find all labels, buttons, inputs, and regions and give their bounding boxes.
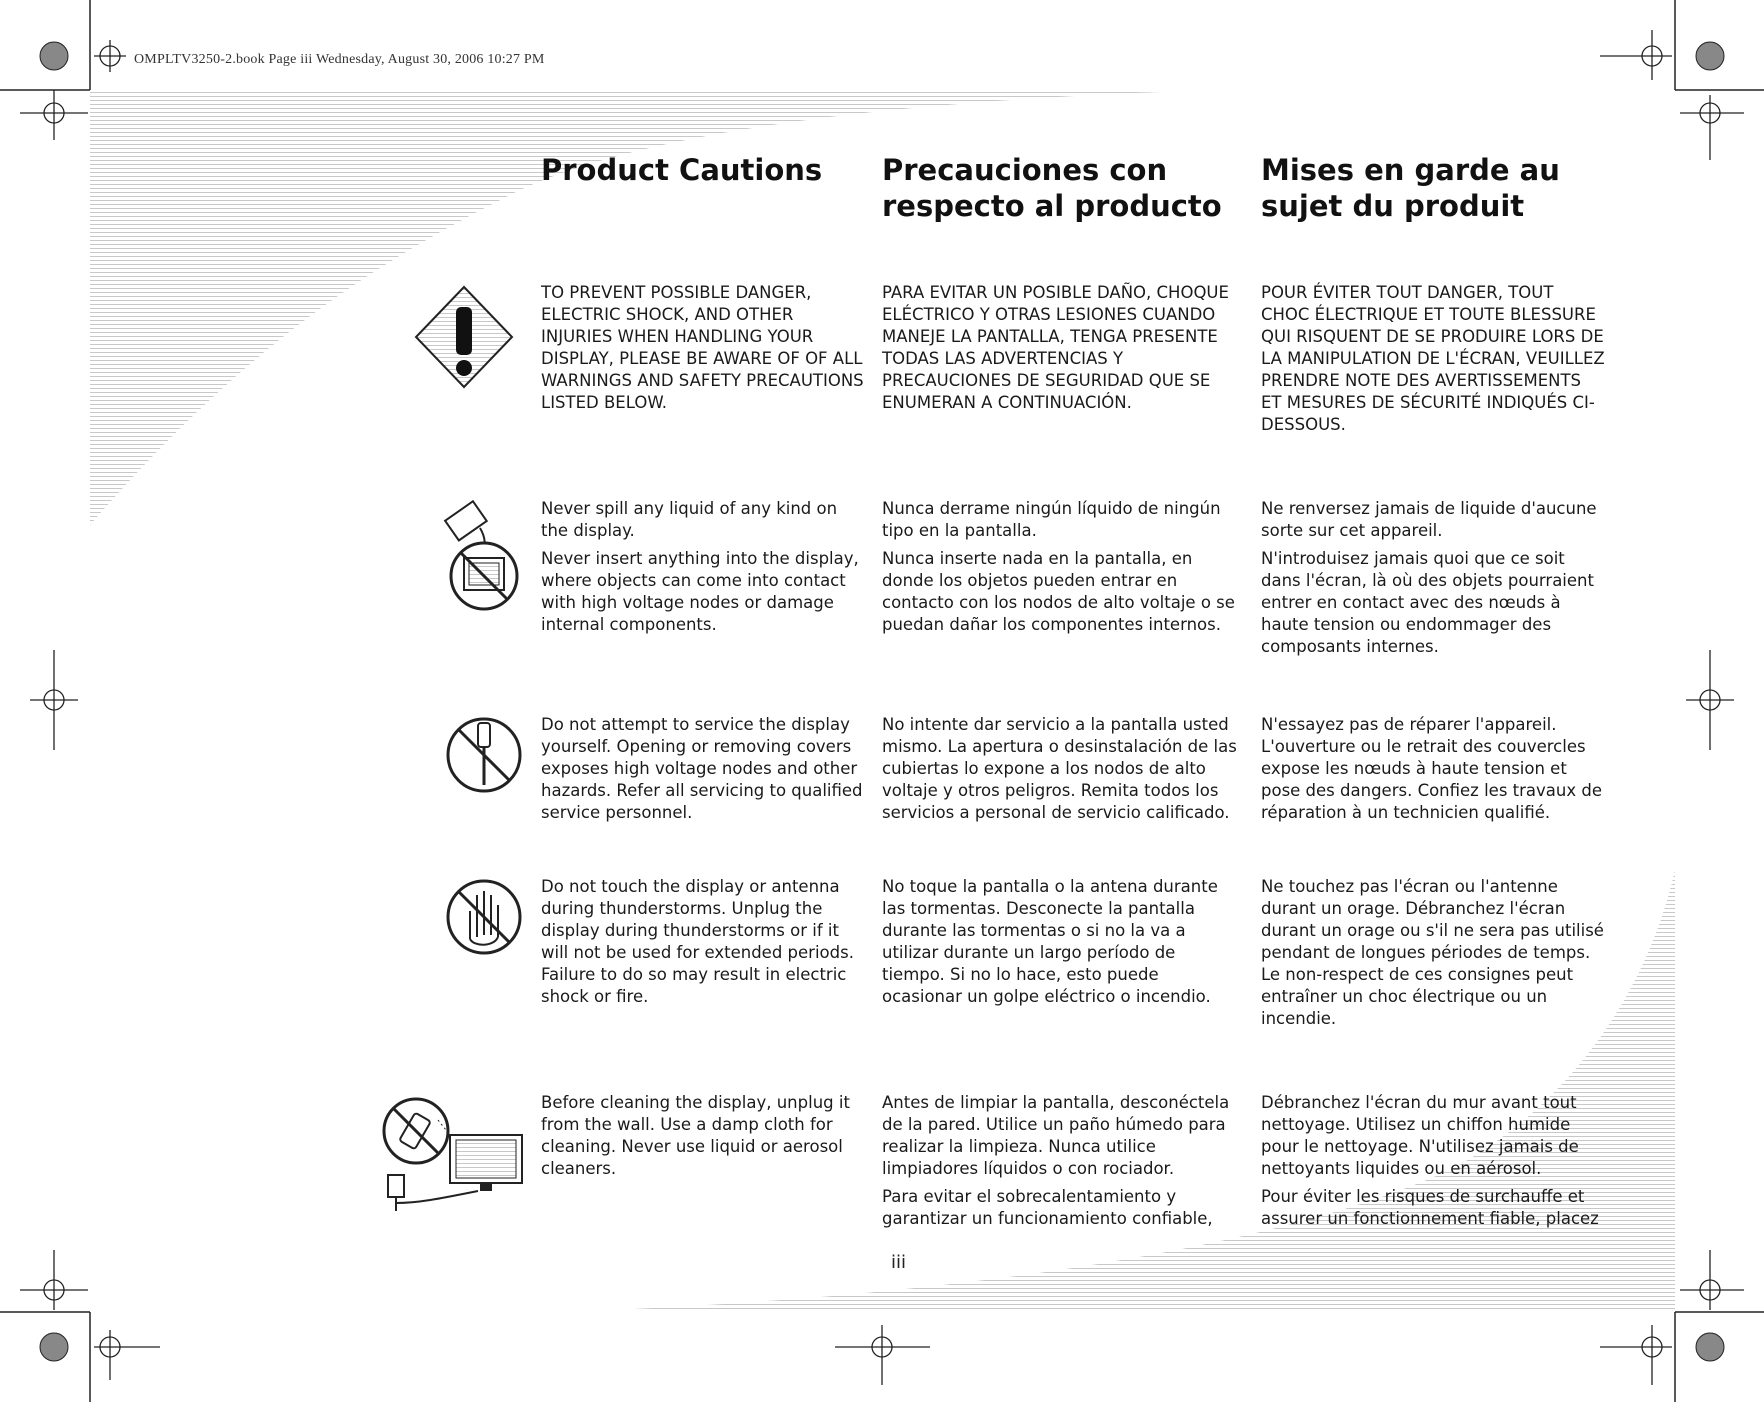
col-french bbox=[1261, 282, 1606, 442]
paragraph: No toque la pantalla o la antena durante las tormentas. Desconecte la pantalla durante las tormentas o si no la va a utilizar durante un largo período de tiempo. Si no lo hace, esto puede ocasionar un golpe eléctrico o incendio. bbox=[882, 877, 1218, 1006]
print-header: OMPLTV3250-2.book Page iii Wednesday, August 30, 2006 10:27 PM bbox=[134, 52, 545, 67]
paragraph: Antes de limpiar la pantalla, desconéctela de la pared. Utilice un paño húmedo para realizar la limpieza. Nunca utilice limpiadores líquidos o con rociador. bbox=[882, 1093, 1230, 1178]
col-english bbox=[541, 1092, 866, 1186]
col-spanish bbox=[882, 876, 1242, 1014]
no-touch-icon bbox=[444, 877, 524, 957]
col-spanish bbox=[882, 282, 1242, 420]
col-spanish bbox=[882, 714, 1242, 830]
paragraph: Do not attempt to service the display yourself. Opening or removing covers exposes high voltage nodes and other hazards. Refer all servicing to qualified service personnel. bbox=[541, 715, 863, 822]
paragraph: POUR ÉVITER TOUT DANGER, TOUT CHOC ÉLECTRIQUE ET TOUTE BLESSURE QUI RISQUENT DE SE PRODUIRE LORS DE LA MANIPULATION DE L'ÉCRAN, VEUILLEZ PRENDRE NOTE DES AVERTISSEMENTS ET MESURES DE SÉCURITÉ INDIQUÉS CI-DESSOUS. bbox=[1261, 283, 1605, 434]
title-french: Mises en garde au sujet du produit bbox=[1261, 153, 1560, 223]
paragraph: Débranchez l'écran du mur avant tout nettoyage. Utilisez un chiffon humide pour le nettoyage. N'utilisez jamais de nettoyants liquides ou en aérosol. bbox=[1261, 1093, 1579, 1178]
paragraph: Nunca inserte nada en la pantalla, en donde los objetos pueden entrar en contacto con los nodos de alto voltaje o se puedan dañar los componentes internos. bbox=[882, 549, 1235, 634]
paragraph: Para evitar el sobrecalentamiento y garantizar un funcionamiento confiable, bbox=[882, 1187, 1213, 1228]
warning-icon bbox=[414, 285, 514, 390]
col-english bbox=[541, 714, 866, 830]
col-english bbox=[541, 282, 866, 420]
no-screwdriver-icon bbox=[444, 715, 524, 795]
paragraph: Never spill any liquid of any kind on the display. bbox=[541, 499, 838, 540]
paragraph: Do not touch the display or antenna during thunderstorms. Unplug the display during thunderstorms or if it will not be used for extended periods. Failure to do so may result in electric shock or fire. bbox=[541, 877, 854, 1006]
col-english bbox=[541, 876, 866, 1014]
title-spanish: Precauciones con respecto al producto bbox=[882, 153, 1222, 223]
paragraph: Never insert anything into the display, where objects can come into contact with high voltage nodes or damage internal components. bbox=[541, 549, 859, 634]
page-number: iii bbox=[891, 1252, 907, 1273]
col-spanish bbox=[882, 498, 1242, 642]
col-french bbox=[1261, 1092, 1606, 1236]
col-french bbox=[1261, 714, 1606, 830]
paragraph: N'essayez pas de réparer l'appareil. L'ouverture ou le retrait des couvercles expose les nœuds à haute tension et pose des dangers. Confiez les travaux de réparation à un technicien qualifié. bbox=[1261, 715, 1602, 822]
paragraph: Pour éviter les risques de surchauffe et assurer un fonctionnement fiable, placez bbox=[1261, 1187, 1599, 1228]
paragraph: PARA EVITAR UN POSIBLE DAÑO, CHOQUE ELÉCTRICO Y OTRAS LESIONES CUANDO MANEJE LA PANTALLA, TENGA PRESENTE TODAS LAS ADVERTENCIAS Y PRECAUCIONES DE SEGURIDAD QUE SE ENUMERAN A CONTINUACIÓN. bbox=[882, 283, 1229, 412]
paragraph: TO PREVENT POSSIBLE DANGER, ELECTRIC SHOCK, AND OTHER INJURIES WHEN HANDLING YOUR DISPLAY, PLEASE BE AWARE OF OF ALL WARNINGS AND SAFETY PRECAUTIONS LISTED BELOW. bbox=[541, 283, 864, 412]
no-liquid-icon bbox=[440, 498, 528, 613]
no-spray-cleaning-icon bbox=[378, 1095, 528, 1215]
col-english bbox=[541, 498, 866, 642]
paragraph: Ne renversez jamais de liquide d'aucune sorte sur cet appareil. bbox=[1261, 499, 1597, 540]
paragraph: N'introduisez jamais quoi que ce soit dans l'écran, là où des objets pourraient entrer en contact avec des nœuds à haute tension ou endommager des composants internes. bbox=[1261, 549, 1594, 656]
paragraph: No intente dar servicio a la pantalla usted mismo. La apertura o desinstalación de las cubiertas lo expone a los nodos de alto voltaje y otros peligros. Remita todos los servicios a personal de servicio calificado. bbox=[882, 715, 1237, 822]
paragraph: Nunca derrame ningún líquido de ningún tipo en la pantalla. bbox=[882, 499, 1221, 540]
title-english: Product Cautions bbox=[541, 153, 823, 187]
col-french bbox=[1261, 498, 1606, 664]
col-french bbox=[1261, 876, 1606, 1036]
paragraph: Before cleaning the display, unplug it from the wall. Use a damp cloth for cleaning. Never use liquid or aerosol cleaners. bbox=[541, 1093, 850, 1178]
col-spanish bbox=[882, 1092, 1242, 1236]
paragraph: Ne touchez pas l'écran ou l'antenne durant un orage. Débranchez l'écran durant un orage ou s'il ne sera pas utilisé pendant de longues périodes de temps. Le non-respect de ces consignes peut entraîner un choc électrique ou un incendie. bbox=[1261, 877, 1604, 1028]
